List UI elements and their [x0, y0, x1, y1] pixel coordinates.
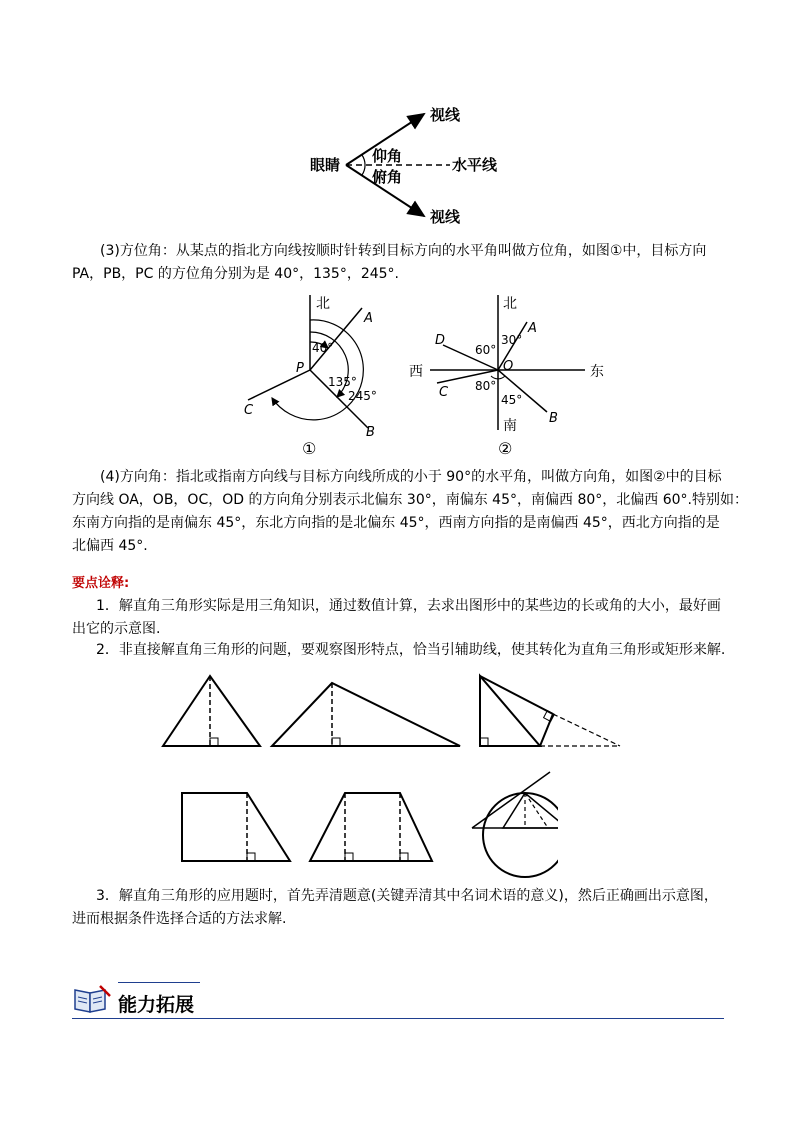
para-direction-angle-line2: 方向线 OA，OB，OC，OD 的方向角分别表示北偏东 30°，南偏东 45°，南偏西 80°，北偏西 60°.特别如： [72, 492, 748, 508]
depression-angle-label: 俯角 [372, 168, 403, 186]
circle-tangent-figure [468, 770, 558, 880]
fig1-caption: ① [302, 439, 317, 458]
fig2-east-label: 东 [590, 364, 604, 380]
fig1-north-label: 北 [316, 296, 330, 312]
fig1-angle-245: 245° [348, 389, 377, 403]
notes-heading: 要点诠释: [72, 576, 130, 591]
para-direction-angle-line3: 东南方向指的是南偏东 45°，东北方向指的是北偏东 45°，西南方向指的是南偏西 45°，西北方向指的是 [72, 515, 720, 531]
fig2-west-label: 西 [409, 364, 423, 380]
sight-line-top-label: 视线 [430, 106, 461, 124]
fig2-south-label: 南 [503, 418, 517, 434]
eye-label: 眼睛 [310, 156, 341, 174]
fig2-point-d: D [435, 333, 446, 348]
fig1-point-p: P [296, 361, 304, 376]
para-direction-angle-line1: (4)方向角：指北或指南方向线与目标方向线所成的小于 90°的水平角，叫做方向角，如图②中的目标 [100, 469, 722, 485]
note-3-line2: 进而根据条件选择合适的方法求解. [72, 911, 287, 927]
fig2-point-a: A [528, 321, 537, 336]
para-bearing-angle-line2: PA，PB，PC 的方位角分别为是 40°，135°，245°. [72, 266, 399, 282]
note-2: 2．非直接解直角三角形的问题，要观察图形特点，恰当引辅助线，使其转化为直角三角形或矩形来解. [96, 642, 726, 658]
para-bearing-angle-line1: (3)方位角：从某点的指北方向线按顺时针转到目标方向的水平角叫做方位角，如图①中，目标方向 [100, 243, 707, 259]
sight-line-bottom-label: 视线 [430, 208, 461, 226]
fig1-point-b: B [366, 425, 375, 440]
fig2-caption: ② [498, 439, 513, 458]
horizontal-line-label: 水平线 [452, 156, 498, 174]
section-bottom-rule [72, 1018, 724, 1019]
bearing-figure-2 [405, 290, 615, 460]
fig2-angle-60: 60° [475, 343, 497, 357]
para-direction-angle-line4: 北偏西 45°. [72, 538, 148, 554]
fig2-point-c: C [439, 385, 449, 400]
bearing-figure-1 [230, 290, 400, 460]
note-1-line1: 1．解直角三角形实际是用三角知识，通过数值计算，去求出图形中的某些边的长或角的大小，最好画 [96, 598, 721, 614]
fig1-point-c: C [244, 403, 254, 418]
fig2-point-o: O [503, 359, 514, 374]
fig2-north-label: 北 [503, 296, 517, 312]
book-icon [72, 984, 112, 1016]
note-1-line2: 出它的示意图. [72, 621, 161, 637]
section-title: 能力拓展 [118, 994, 195, 1016]
fig2-angle-80: 80° [475, 379, 497, 393]
section-top-rule [118, 982, 200, 983]
note-3-line1: 3．解直角三角形的应用题时，首先弄清题意(关键弄清其中名词术语的意义)，然后正确画出示意图， [96, 888, 718, 904]
fig2-point-b: B [549, 411, 558, 426]
fig1-angle-135: 135° [328, 375, 357, 389]
fig2-angle-45: 45° [501, 393, 523, 407]
fig1-point-a: A [364, 311, 373, 326]
fig2-angle-30: 30° [501, 333, 523, 347]
elevation-depression-diagram [300, 100, 520, 230]
fig1-angle-40: 40° [312, 341, 334, 355]
elevation-angle-label: 仰角 [372, 147, 403, 165]
auxiliary-line-shapes-row1 [155, 668, 635, 756]
